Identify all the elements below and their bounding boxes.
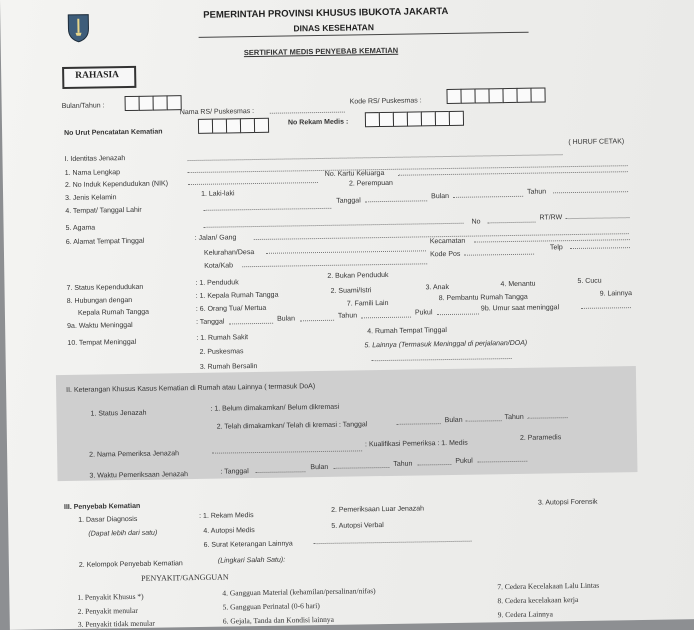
pemeriksaan-pukul-label: Pukul: [455, 457, 473, 465]
jalan-label: : Jalan/ Gang: [194, 234, 237, 242]
identitas-line: [188, 154, 563, 161]
kota-label: Kota/Kab: [204, 262, 234, 270]
waktu-pukul-label: Pukul: [414, 309, 433, 317]
huruf-cetak-label: ( HURUF CETAK): [568, 138, 625, 147]
telp-label: Telp: [549, 244, 563, 252]
kota-field[interactable]: [242, 263, 427, 267]
kode-rs-label: Kode RS/ Puskesmas :: [349, 97, 422, 106]
kelompok-option-6[interactable]: 6. Gejala, Tanda dan Kondisi lainnya: [222, 614, 335, 626]
waktu-bulan-label: Bulan: [276, 315, 296, 323]
kecamatan-label: Kecamatan: [429, 237, 466, 246]
tempat-option-1[interactable]: : 1. Rumah Sakit: [196, 334, 249, 342]
hubungan-option-1[interactable]: : 1. Kepala Rumah Tangga: [195, 291, 279, 300]
waktu-pemeriksaan-label: 3. Waktu Pemeriksaan Jenazah: [89, 471, 189, 480]
nik-label: 2. No Induk Kependudukan (NIK): [64, 180, 169, 190]
kelompok-option-2[interactable]: 2. Penyakit menular: [77, 605, 138, 616]
status-jenazah-label: 1. Status Jenazah: [90, 409, 147, 418]
kualifikasi-label: : Kualifikasi Pemeriksa : 1. Medis: [364, 439, 468, 449]
rtrw-field[interactable]: [565, 217, 629, 219]
kelompok-option-3[interactable]: 3. Penyakit tidak menular: [77, 618, 155, 629]
diagnosis-option-3[interactable]: 3. Autopsi Forensik: [537, 498, 598, 507]
tanggal-label: Tanggal: [336, 197, 361, 205]
dasar-diagnosis-label: 1. Dasar Diagnosis: [78, 515, 138, 524]
no-rekam-boxes[interactable]: [365, 111, 463, 128]
status-jenazah-option-1[interactable]: : 1. Belum dimakamkan/ Belum dikremasi: [210, 403, 340, 413]
kodepos-label: Kode Pos: [429, 250, 461, 259]
penyakit-gangguan-heading: PENYAKIT/GANGGUAN: [141, 572, 229, 583]
rahasia-label: RAHASIA: [75, 70, 120, 81]
nik-field[interactable]: [188, 182, 318, 185]
pemeriksaan-bulan-label: Bulan: [310, 463, 329, 472]
tempat-option-5[interactable]: 5. Lainnya (Termasuk Meninggal di perjalanan/DOA): [364, 339, 528, 350]
no-urut-boxes[interactable]: [198, 118, 268, 134]
status-kependudukan-label: 7. Status Kependudukan: [66, 283, 144, 292]
pemeriksaan-tahun-label: Tahun: [393, 460, 413, 468]
waktu-tahun-label: Tahun: [337, 312, 358, 320]
tempat-lahir-field[interactable]: [203, 208, 331, 211]
agama-field[interactable]: [204, 223, 464, 228]
section-3-title: III. Penyebab Kematian: [63, 502, 141, 512]
dasar-diagnosis-note: (Dapat lebih dari satu): [88, 529, 158, 538]
alamat-label: 6. Alamat Tempat Tinggal: [65, 237, 145, 246]
bulan-tahun-label: Bulan/Tahun :: [61, 102, 105, 111]
waktu-pukul-field[interactable]: [437, 314, 479, 316]
kelompok-option-8[interactable]: 8. Cedera kecelakaan kerja: [497, 594, 579, 606]
tahun-label: Tahun: [527, 188, 547, 196]
kodepos-field[interactable]: [464, 254, 534, 256]
bukan-penduduk-option[interactable]: 2. Bukan Penduduk: [327, 271, 389, 280]
tempat-lahir-label: 4. Tempat/ Tanggal Lahir: [65, 206, 142, 215]
rtrw-label: RT/RW: [539, 214, 563, 222]
perempuan-option[interactable]: 2. Perempuan: [348, 179, 393, 188]
hubungan-option-5[interactable]: 5. Cucu: [577, 277, 602, 285]
kelurahan-field[interactable]: [266, 250, 426, 254]
document-title: SERTIFIKAT MEDIS PENYEBAB KEMATIAN: [243, 45, 399, 58]
kelompok-option-4[interactable]: 4. Gangguan Material (kehamilan/persalinan/nifas): [222, 586, 376, 598]
penduduk-option[interactable]: : 1. Penduduk: [195, 279, 239, 287]
hubungan-option-3[interactable]: 3. Anak: [425, 283, 449, 292]
status-bulan-label: Bulan: [444, 416, 463, 425]
tempat-option-2[interactable]: 2. Puskesmas: [199, 348, 244, 356]
kelurahan-label: Kelurahan/Desa: [203, 249, 255, 257]
diagnosis-option-5[interactable]: 5. Autopsi Verbal: [331, 522, 384, 530]
agama-label: 5. Agama: [65, 224, 96, 232]
pemeriksaan-tanggal-label: : Tanggal: [220, 468, 249, 476]
tanggal-lahir-field[interactable]: [365, 200, 427, 202]
nama-pemeriksa-label: 2. Nama Pemeriksa Jenazah: [89, 450, 180, 459]
jenis-kelamin-label: 3. Jenis Kelamin: [65, 194, 117, 203]
kecamatan-field[interactable]: [474, 239, 630, 242]
bulan-lahir-field[interactable]: [453, 196, 523, 198]
hubungan-option-2[interactable]: 2. Suami/Istri: [330, 287, 372, 295]
nama-rs-label: Nama RS/ Puskesmas :: [179, 108, 255, 117]
status-jenazah-option-2[interactable]: 2. Telah dimakamkan/ Telah di kremasi : Tanggal: [216, 421, 368, 431]
waktu-tanggal-field[interactable]: [229, 323, 273, 325]
diagnosis-option-2[interactable]: 2. Pemeriksaan Luar Jenazah: [331, 505, 425, 514]
no-kk-field[interactable]: [398, 171, 628, 176]
section-2-title: II. Keterangan Khusus Kasus Kematian di Rumah atau Lainnya ( termasuk DoA): [66, 383, 316, 395]
no-label: No: [471, 218, 481, 226]
tempat-option-3[interactable]: 3. Rumah Bersalin: [199, 363, 258, 371]
kelompok-option-5[interactable]: 5. Gangguan Perinatal (0-6 hari): [222, 601, 320, 612]
no-kk-label: No. Kartu Keluarga: [324, 169, 385, 178]
hubungan-option-4[interactable]: 4. Menantu: [500, 280, 536, 289]
bulan-label: Bulan: [431, 192, 450, 201]
no-urut-label: No Urut Pencatatan Kematian: [64, 128, 163, 138]
tempat-option-4[interactable]: 4. Rumah Tempat Tinggal: [367, 327, 447, 336]
tahun-lahir-field[interactable]: [553, 191, 628, 193]
tempat-lainnya-field[interactable]: [372, 358, 512, 361]
laki-option[interactable]: 1. Laki-laki: [201, 190, 235, 198]
kode-rs-boxes[interactable]: [446, 87, 544, 104]
status-tahun-label: Tahun: [504, 413, 524, 422]
umur-label: 9b. Umur saat meninggal: [480, 304, 560, 313]
nama-lengkap-label: 1. Nama Lengkap: [64, 169, 121, 178]
diagnosis-option-6[interactable]: 6. Surat Keterangan Lainnya: [203, 540, 293, 549]
surat-lainnya-field[interactable]: [314, 541, 472, 544]
hubungan-label-1: 8. Hubungan dengan: [66, 296, 133, 305]
bulan-tahun-boxes[interactable]: [125, 95, 181, 111]
no-rekam-label: No Rekam Medis :: [287, 118, 349, 127]
kelompok-option-9[interactable]: 9. Cedera Lainnya: [497, 609, 553, 620]
umur-field[interactable]: [581, 307, 631, 309]
kelompok-option-1[interactable]: 1. Penyakit Khusus *): [77, 591, 144, 602]
waktu-tanggal-label: : Tanggal: [196, 318, 225, 326]
header-rule: [199, 32, 529, 38]
kelompok-option-7[interactable]: 7. Cedera Kecelakaan Lalu Lintas: [497, 580, 600, 592]
tempat-meninggal-label: 10. Tempat Meninggal: [67, 338, 137, 347]
kelompok-label: 2. Kelompok Penyebab Kematian: [78, 560, 183, 569]
waktu-bulan-field[interactable]: [300, 320, 334, 322]
kelompok-note: (Lingkari Salah Satu):: [217, 556, 286, 565]
telp-field[interactable]: [570, 247, 630, 249]
hubungan-option-9[interactable]: 9. Lainnya: [599, 290, 633, 298]
jakarta-emblem-icon: [66, 13, 90, 43]
diagnosis-option-4[interactable]: 4. Autopsi Medis: [203, 527, 255, 535]
identitas-label: I. Identitas Jenazah: [64, 155, 126, 164]
paramedis-option[interactable]: 2. Paramedis: [519, 434, 562, 442]
diagnosis-option-1[interactable]: : 1. Rekam Medis: [199, 512, 254, 520]
header-title-2: DINAS KESEHATAN: [293, 22, 375, 34]
nama-rs-field[interactable]: [270, 112, 345, 114]
hubungan-option-7[interactable]: 7. Famili Lain: [346, 299, 389, 308]
waktu-tahun-field[interactable]: [361, 317, 411, 319]
hubungan-option-8[interactable]: 8. Pembantu Rumah Tangga: [438, 293, 528, 303]
header-title-1: PEMERINTAH PROVINSI KHUSUS IBUKOTA JAKARTA: [203, 5, 449, 21]
no-field[interactable]: [488, 222, 536, 224]
waktu-meninggal-label: 9a. Waktu Meninggal: [67, 321, 133, 330]
hubungan-label-2: Kepala Rumah Tangga: [77, 308, 150, 317]
hubungan-option-6[interactable]: : 6. Orang Tua/ Mertua: [195, 304, 267, 313]
